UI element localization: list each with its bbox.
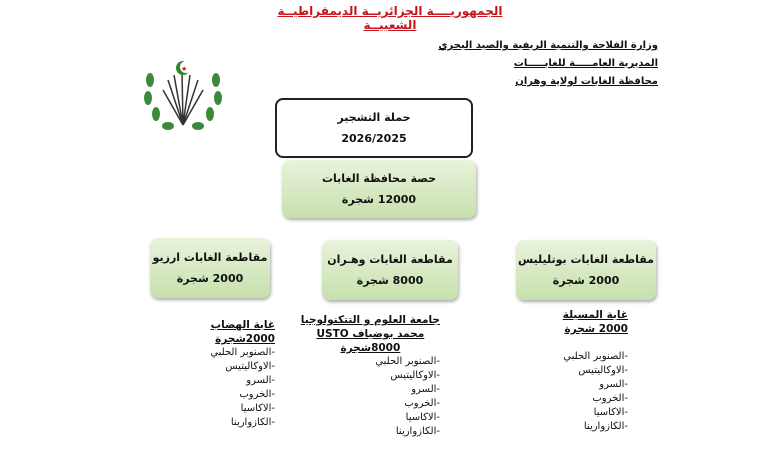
district-box-boutlelis: [516, 240, 656, 300]
species-item: -الاكاسيا: [405, 412, 440, 423]
district-value: 2000 شجرة: [552, 274, 620, 287]
species-item: -الكازوارينا: [583, 421, 628, 432]
site-list-hidhab: [210, 318, 275, 430]
site-subname: محمد بوضياف USTO: [316, 328, 425, 340]
quota-box: [282, 160, 476, 218]
site-name: غابة المسيلة: [562, 309, 628, 321]
species-item: -الصنوبر الحلبي: [210, 347, 275, 358]
site-list-msila: [563, 308, 628, 434]
species-item: -الكازوارينا: [230, 417, 275, 428]
ministry-name: وزارة الفلاحة والتنمية الريفية والصيد البحري: [438, 40, 658, 51]
quota-value: 12000 شجرة: [341, 193, 417, 206]
district-value: 2000 شجرة: [176, 272, 244, 285]
species-item: -السرو: [246, 375, 275, 386]
district-value: 8000 شجرة: [356, 274, 424, 287]
species-item: -الاكاسيا: [240, 403, 275, 414]
quota-label: حصة محافظة الغابات: [321, 172, 437, 185]
forestry-emblem-icon: [138, 50, 228, 138]
species-item: -الصنوبر الحلبي: [375, 356, 440, 367]
species-item: -الخروب: [239, 389, 275, 400]
species-item: -الاوكاليتيس: [578, 365, 628, 376]
site-count: 2000 شجرة: [564, 323, 628, 335]
site-list-usto: [301, 313, 440, 439]
site-name: جامعة العلوم و التتكنولوجيا: [300, 314, 440, 326]
species-item: -السرو: [599, 379, 628, 390]
campaign-title: حملة التشجير: [337, 111, 411, 124]
species-item: -الخروب: [404, 398, 440, 409]
species-item: -الخروب: [592, 393, 628, 404]
species-item: -الكازوارينا: [395, 426, 440, 437]
species-item: -السرو: [411, 384, 440, 395]
district-name: مقاطعة الغابات ارزيو: [152, 251, 268, 264]
republic-title: الجمهوريــــة الجزائريــة الديمقراطيــة الشعبيــة: [277, 4, 503, 32]
district-box-arzew: [150, 238, 270, 298]
campaign-year: 2026/2025: [341, 132, 407, 145]
species-item: -الاوكاليتيس: [225, 361, 275, 372]
site-name: غابة الهضاب: [210, 319, 275, 331]
site-count: 2000شجرة: [215, 333, 275, 345]
district-box-oran: [322, 240, 458, 300]
species-item: -الاكاسيا: [593, 407, 628, 418]
site-count: 8000شجرة: [340, 342, 401, 354]
conservation-name: محافظة الغابات لولاية وهران: [515, 76, 658, 87]
directorate-name: المديرية العامـــــة للغابـــــات: [513, 58, 658, 69]
district-name: مقاطعة الغابات بوتليليس: [518, 253, 654, 266]
district-name: مقاطعة الغابات وهـران: [327, 253, 453, 266]
svg-text:★: ★: [181, 65, 188, 73]
campaign-box: [275, 98, 473, 158]
species-item: -الصنوبر الحلبي: [563, 351, 628, 362]
species-item: -الاوكاليتيس: [390, 370, 440, 381]
